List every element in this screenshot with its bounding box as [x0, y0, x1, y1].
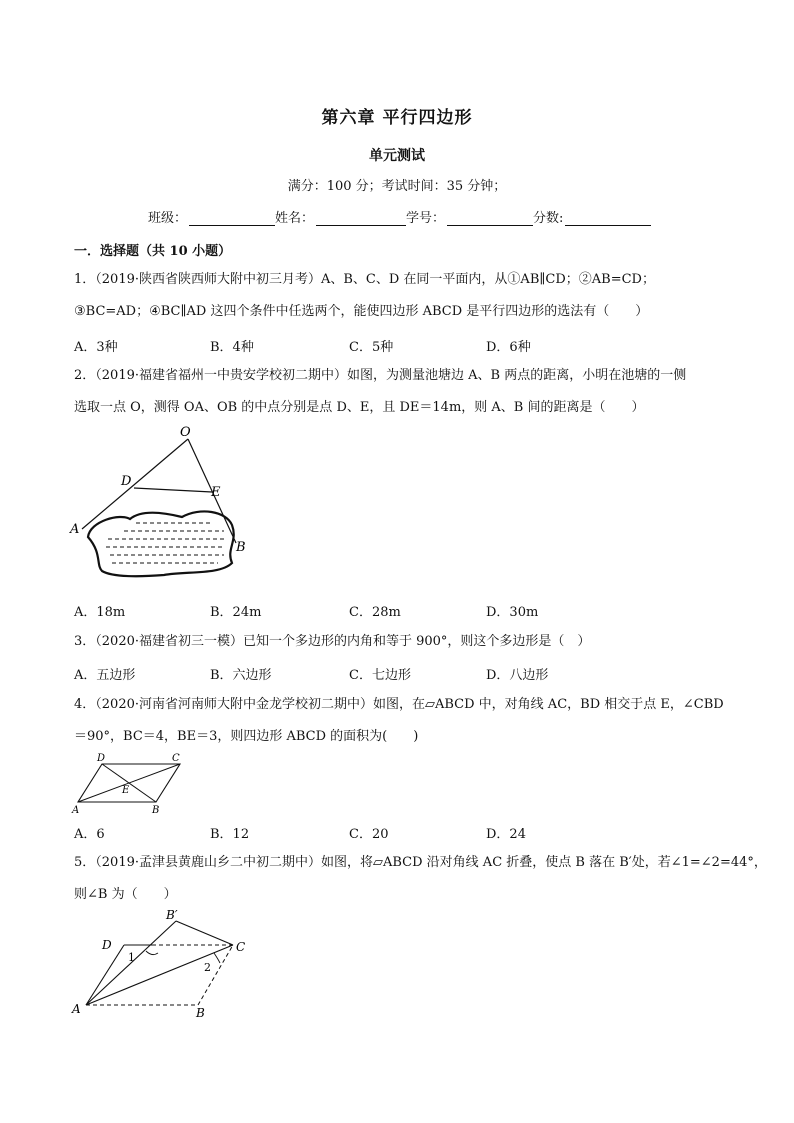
score-label: 分数:: [533, 211, 564, 226]
class-label: 班级：: [148, 211, 188, 226]
question-3-option-a[interactable]: A．五边形: [74, 668, 136, 683]
question-1-line2: ③BC=AD；④BC∥AD 这四个条件中任选两个，能使四边形 ABCD 是平行四边形的选法有（ ）: [74, 304, 649, 319]
angle-2-label: 2: [204, 961, 211, 974]
label-b: B: [236, 540, 246, 555]
segment-de: [134, 488, 212, 492]
segment-b-prime-c: [176, 921, 233, 945]
question-3-option-c[interactable]: C．七边形: [349, 668, 411, 683]
label-a: A: [72, 1002, 81, 1016]
parallelogram-figure: [68, 752, 190, 816]
question-1-option-a[interactable]: A．3种: [74, 340, 118, 355]
question-4-line2: ＝90°，BC＝4，BE＝3，则四边形 ABCD 的面积为( ): [74, 729, 419, 744]
angle-1-arc: [146, 951, 158, 955]
pond-water-hatching: [106, 523, 226, 563]
question-1-line1: 1．（2019·陕西省陕西师大附中初三月考）A、B、C、D 在同一平面内，从①AB∥CD；②AB=CD；: [74, 272, 655, 287]
question-2-line1: 2．（2019·福建省福州一中贵安学校初二期中）如图，为测量池塘边 A、B 两点的距离，小明在池塘的一侧: [74, 368, 687, 383]
question-1-option-b[interactable]: B．4种: [210, 340, 254, 355]
question-3-option-d[interactable]: D．八边形: [486, 668, 549, 683]
name-label: 姓名：: [275, 211, 315, 226]
label-b: B: [152, 805, 160, 816]
question-2-option-c[interactable]: C．28m: [349, 605, 401, 620]
name-blank[interactable]: [316, 211, 406, 226]
exam-meta: 满分：100 分；考试时间：35 分钟；: [287, 179, 507, 194]
student-info-row: [148, 207, 651, 226]
question-1-option-c[interactable]: C．5种: [349, 340, 394, 355]
question-4-option-c[interactable]: C．20: [349, 827, 389, 842]
angle-2-arc: [214, 953, 220, 963]
question-1-option-d[interactable]: D．6种: [486, 340, 531, 355]
label-e: E: [122, 785, 130, 796]
id-label: 学号：: [406, 211, 446, 226]
label-e: E: [211, 485, 221, 500]
page-title: 第六章 平行四边形: [321, 108, 473, 128]
label-a: A: [70, 522, 80, 537]
question-5-line1: 5．（2019·孟津县黄鹿山乡二中初二期中）如图，将▱ABCD 沿对角线 AC 折叠，使点 B 落在 B′处，若∠1=∠2=44°，: [74, 855, 767, 870]
question-4-option-b[interactable]: B．12: [210, 827, 250, 842]
pond-figure: [68, 425, 268, 585]
label-a: A: [72, 805, 80, 816]
score-blank[interactable]: [565, 211, 651, 226]
question-2-option-a[interactable]: A．18m: [74, 605, 126, 620]
question-2-option-b[interactable]: B．24m: [210, 605, 262, 620]
question-3-option-b[interactable]: B．六边形: [210, 668, 272, 683]
question-3-line1: 3．（2020·福建省初三一模）已知一个多边形的内角和等于 900°，则这个多边形是（ ）: [74, 634, 591, 649]
diagonal-ac: [86, 945, 233, 1005]
question-5-line2: 则∠B 为（ ）: [74, 887, 177, 902]
segment-bc-dashed: [198, 945, 233, 1005]
question-2-option-d[interactable]: D．30m: [486, 605, 539, 620]
pond-outline: [88, 511, 234, 576]
diagonal-bd: [102, 764, 156, 802]
question-2-line2: 选取一点 O，测得 OA、OB 的中点分别是点 D、E，且 DE＝14m，则 A、B 间的距离是（ ）: [74, 400, 645, 415]
label-c: C: [236, 940, 246, 954]
angle-1-label: 1: [128, 951, 135, 964]
question-4-option-d[interactable]: D．24: [486, 827, 526, 842]
page-subtitle: 单元测试: [369, 148, 425, 164]
label-d: D: [102, 938, 112, 952]
question-4-option-a[interactable]: A．6: [74, 827, 105, 842]
id-blank[interactable]: [447, 211, 533, 226]
label-d: D: [121, 474, 132, 489]
class-blank[interactable]: [189, 211, 275, 226]
folded-parallelogram-figure: [68, 905, 258, 1020]
label-b: B: [196, 1006, 205, 1020]
label-c: C: [172, 753, 180, 764]
section-heading: 一．选择题（共 10 小题）: [74, 244, 232, 259]
label-o: O: [180, 425, 191, 440]
question-4-line1: 4．（2020·河南省河南师大附中金龙学校初二期中）如图，在▱ABCD 中，对角线 AC，BD 相交于点 E，∠CBD: [74, 697, 724, 712]
label-d: D: [97, 753, 106, 764]
label-b-prime: B′: [166, 908, 178, 922]
